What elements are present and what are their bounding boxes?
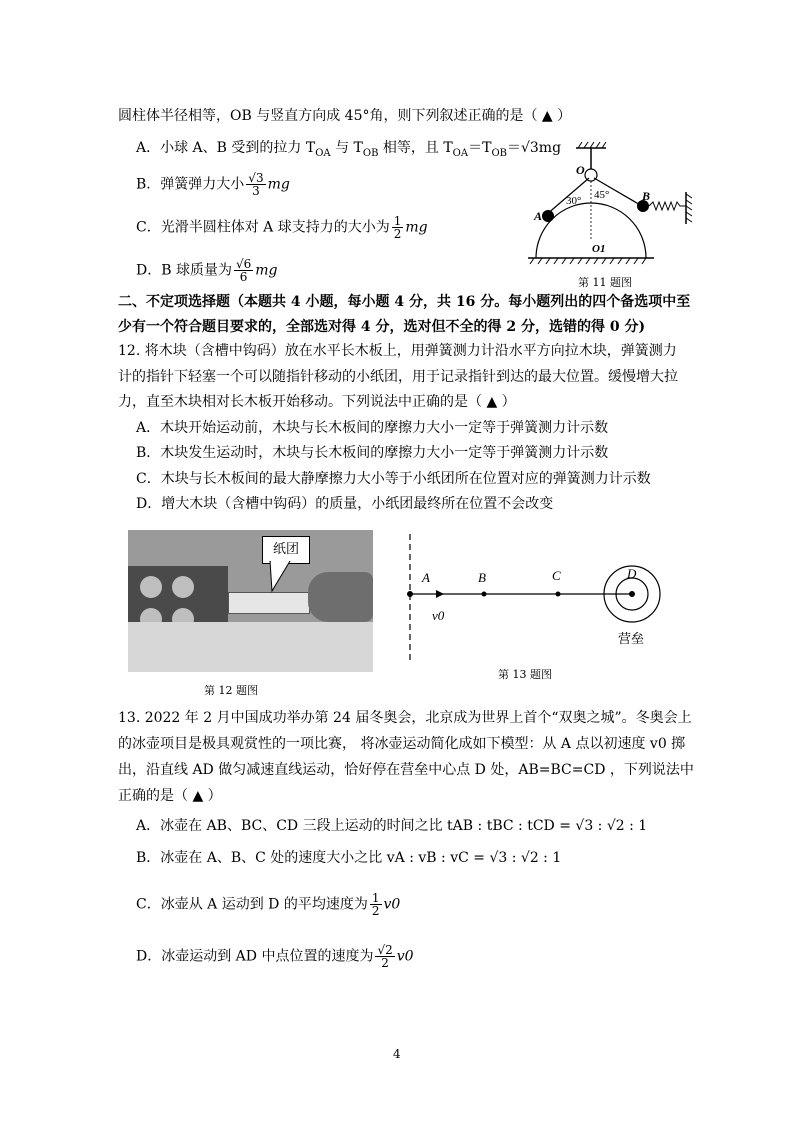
q12-option-c: C．木块与长木板间的最大静摩擦力大小等于小纸团所在位置对应的弹簧测力计示数 [136, 471, 651, 487]
spring-scale [228, 592, 310, 614]
board [128, 622, 373, 672]
label-30: 30° [566, 195, 582, 207]
ball-a [542, 210, 554, 222]
q11-option-a: A．小球 A、B 受到的拉力 $T_{OA}$ 与 $T_{OB}$ 相等，且 $T_{OA}=T_{OB}=√3mg$ [136, 140, 562, 159]
q12-option-b: B．木块发生运动时，木块与长木板间的摩擦力大小一定等于弹簧测力计示数 [136, 445, 609, 461]
label-a: A [534, 209, 543, 223]
q13-option-d: D．冰壶运动到 AD 中点位置的速度为 $\frac{√2}{2}$ v0 [136, 943, 414, 970]
q12-option-a: A．木块开始运动前，木块与长木板间的摩擦力大小一定等于弹簧测力计示数 [136, 420, 609, 436]
section2-line1: 二、不定项选择题（本题共 4 小题，每小题 4 分，共 16 分。每小题列出的四个备选项中至 [118, 294, 691, 310]
section2-line2: 少有一个符合题目要求的，全部选对得 4 分，选对但不全的得 2 分，选错的得 0 分) [118, 319, 646, 335]
point-c: C [552, 568, 561, 583]
camp-label: 营垒 [618, 631, 645, 646]
q12-line1: 12. 将木块（含槽中钩码）放在水平长木板上，用弹簧测力计沿水平方向拉木块，弹簧测力 [118, 343, 677, 359]
q11-option-d: D．B 球质量为 $\frac{√6}{6}$ mg [136, 257, 278, 284]
q13-option-b: B．冰壶在 A、B、C 处的速度大小之比 vA : vB : vC = √3 : √2 : 1 [136, 850, 562, 866]
q11-option-b: B．弹簧弹力大小 $\frac{√3}{3}$ mg [136, 171, 290, 198]
q13-line2: 的冰壶项目是极具观赏性的一项比赛， 将冰壶运动简化成如下模型：从 A 点以初速度 v0 掷 [118, 736, 686, 752]
q12-caption: 第 12 题图 [204, 684, 258, 697]
q13-option-c: C．冰壶从 A 运动到 D 的平均速度为 $\frac{1}{2}$ v0 [136, 891, 401, 918]
q11-option-c: C．光滑半圆柱体对 A 球支持力的大小为 $\frac{1}{2}$ mg [136, 214, 428, 241]
q11-stem-tail: 圆柱体半径相等，OB 与竖直方向成 45°角，则下列叙述正确的是（ ▲ ） [118, 108, 572, 124]
q13-line4: 正确的是（ ▲ ） [118, 788, 222, 804]
q13-line3: 出，沿直线 AD 做匀减速直线运动，恰好停在营垒中心点 D 处，AB=BC=CD ，下列说法中 [118, 762, 694, 778]
paper-ball-callout: 纸团 [262, 536, 310, 564]
q12-photo [128, 530, 373, 672]
callout-pointer [268, 561, 292, 593]
q11-figure [528, 140, 700, 270]
q13-figure [398, 530, 676, 660]
label-o1: O1 [592, 243, 606, 255]
q12-option-d: D．增大木块（含槽中钩码）的质量，小纸团最终所在位置不会改变 [136, 496, 554, 512]
label-o: O [576, 163, 585, 177]
q12-line2: 计的指针下轻塞一个可以随指针移动的小纸团，用于记录指针到达的最大位置。缓慢增大拉 [118, 369, 678, 385]
q12-line3: 力，直至木块相对长木板开始移动。下列说法中正确的是（ ▲ ） [118, 394, 516, 410]
q13-line1: 13. 2022 年 2 月中国成功举办第 24 届冬奥会，北京成为世界上首个“双奥之城”。冬奥会上 [118, 710, 692, 726]
label-b: B [642, 189, 651, 203]
point-b: B [478, 570, 486, 585]
q11-caption: 第 11 题图 [578, 276, 632, 289]
point-a: A [422, 570, 430, 585]
v0-label: v0 [432, 608, 445, 623]
page-number: 4 [393, 1047, 401, 1061]
q13-caption: 第 13 题图 [498, 668, 552, 681]
q13-option-a: A．冰壶在 AB、BC、CD 三段上运动的时间之比 tAB : tBC : tCD = √3 : √2 : 1 [136, 818, 648, 834]
label-45: 45° [594, 189, 610, 201]
hand [308, 572, 373, 622]
point-d: D [627, 566, 637, 581]
